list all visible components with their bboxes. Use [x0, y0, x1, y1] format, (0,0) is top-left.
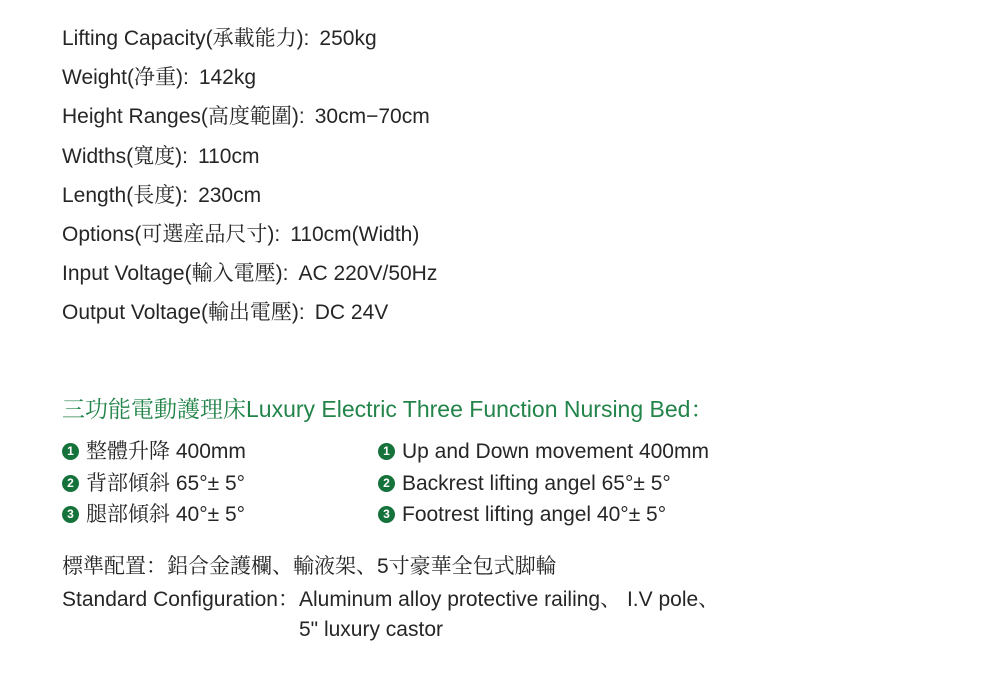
- spec-label: Input Voltage(輸入電壓):: [62, 262, 289, 286]
- number-badge-icon: 3: [378, 506, 395, 523]
- feature-text: 腿部傾斜 40°± 5°: [86, 503, 246, 526]
- feature-item: [62, 468, 246, 500]
- feature-text: 背部傾斜 65°± 5°: [86, 471, 246, 495]
- feature-item: [378, 468, 709, 500]
- standard-configuration-en: [62, 585, 719, 645]
- spec-row-height-ranges: [62, 100, 437, 139]
- number-badge-icon: 1: [378, 443, 395, 460]
- spec-value: 30cm−70cm: [314, 105, 430, 129]
- spec-label: Widths(寬度):: [62, 144, 188, 168]
- spec-value: AC 220V/50Hz: [298, 262, 438, 286]
- number-badge-icon: 1: [62, 443, 79, 460]
- spec-row-lifting-capacity: [62, 22, 437, 61]
- features-en-list: [378, 436, 709, 531]
- spec-row-widths: [62, 140, 437, 179]
- feature-item: [62, 436, 246, 468]
- spec-value: 250kg: [319, 27, 377, 50]
- spec-label: Output Voltage(輸出電壓):: [62, 301, 305, 325]
- number-badge-icon: 2: [378, 475, 395, 492]
- feature-text: Footrest lifting angel 40°± 5°: [402, 503, 667, 526]
- spec-label: Weight(净重):: [62, 66, 189, 90]
- feature-text: Up and Down movement 400mm: [402, 440, 709, 463]
- spec-value: 230cm: [198, 183, 262, 207]
- spec-row-weight: [62, 61, 437, 100]
- spec-label: Options(可選産品尺寸):: [62, 222, 281, 246]
- feature-text: 整體升降 400mm: [86, 440, 246, 463]
- spec-value: DC 24V: [314, 301, 389, 325]
- spec-label: Lifting Capacity(承載能力):: [62, 27, 310, 50]
- number-badge-icon: 2: [62, 475, 79, 492]
- spec-label: Length(長度):: [62, 183, 189, 207]
- number-badge-icon: 3: [62, 506, 79, 523]
- spec-value: 110cm: [198, 144, 260, 168]
- spec-label: Height Ranges(高度範圍):: [62, 105, 305, 129]
- standard-configuration-values: [299, 585, 719, 645]
- section-title: 三功能電動護理床Luxury Electric Three Function Nursing Bed：: [62, 396, 714, 422]
- standard-configuration-line-2: 5" luxury castor: [298, 618, 443, 641]
- spec-value: 110cm(Width): [290, 222, 420, 246]
- spec-list: [62, 22, 437, 336]
- spec-row-output-voltage: [62, 296, 437, 335]
- features-zh-list: [62, 436, 246, 531]
- feature-item: [62, 499, 246, 531]
- spec-value: 142kg: [198, 66, 257, 90]
- spec-row-length: [62, 179, 437, 218]
- feature-item: [378, 499, 709, 531]
- standard-configuration-zh: 標準配置：鋁合金護欄、輸液架、5寸豪華全包式脚輪: [62, 555, 557, 578]
- spec-row-options: [62, 218, 437, 257]
- feature-text: Backrest lifting angel 65°± 5°: [402, 471, 671, 495]
- spec-row-input-voltage: [62, 257, 437, 296]
- standard-configuration-line-1: Aluminum alloy protective railing、 I.V pole、: [298, 588, 720, 611]
- standard-configuration-label: Standard Configuration：: [62, 588, 299, 611]
- feature-item: [378, 436, 709, 468]
